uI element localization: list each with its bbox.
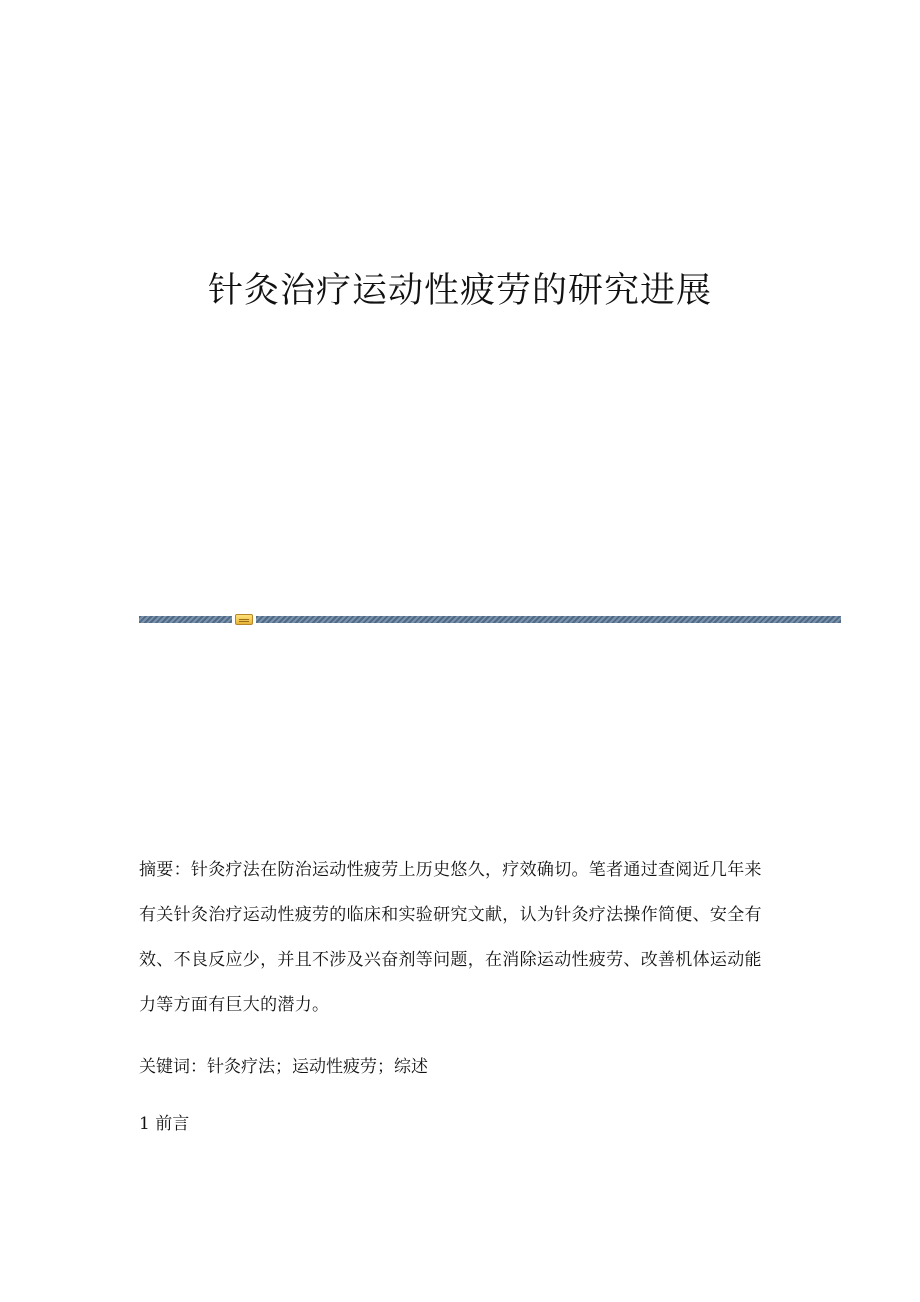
divider-bar-right [256, 616, 841, 623]
abstract-paragraph [139, 848, 779, 1028]
keywords-text: 针灸疗法；运动性疲劳；综述 [207, 1057, 428, 1077]
divider-bar-left [139, 616, 232, 623]
keywords-label: 关键词： [139, 1057, 207, 1077]
divider-badge-icon [235, 614, 253, 625]
decorative-divider [139, 614, 841, 626]
abstract-label: 摘要： [139, 860, 191, 880]
section-heading-introduction: 1 前言 [139, 1114, 190, 1134]
abstract-text: 针灸疗法在防治运动性疲劳上历史悠久，疗效确切。笔者通过查阅近几年来有关针灸治疗运动性疲劳的临床和实验研究文献，认为针灸疗法操作简便、安全有效、不良反应少，并且不涉及兴奋剂等问题，在消除运动性疲劳、改善机体运动能力等方面有巨大的潜力。 [139, 860, 762, 1015]
document-title: 针灸治疗运动性疲劳的研究进展 [207, 271, 712, 311]
keywords-line [139, 1047, 779, 1087]
